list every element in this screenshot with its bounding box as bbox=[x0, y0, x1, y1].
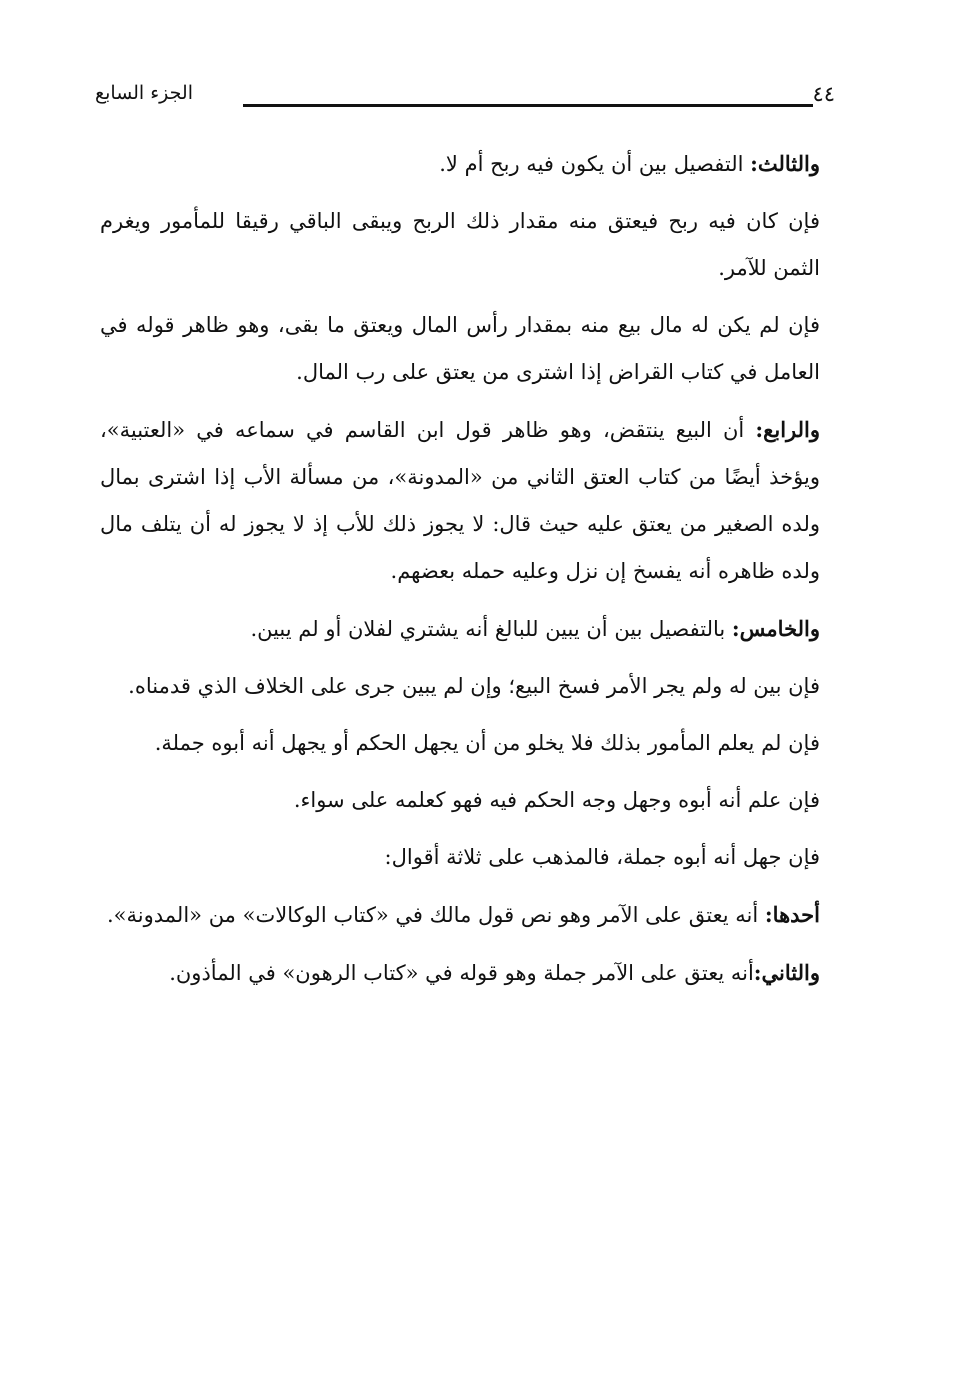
paragraph bbox=[100, 198, 820, 292]
paragraph bbox=[100, 777, 820, 824]
paragraph-fourth bbox=[100, 406, 820, 595]
paragraph-text: فإن علم أنه أبوه وجهل وجه الحكم فيه فهو كعلمه على سواء. bbox=[293, 788, 820, 812]
paragraph-lead: والثاني: bbox=[753, 960, 820, 985]
header-rule bbox=[243, 104, 813, 107]
paragraph bbox=[100, 663, 820, 710]
paragraph-lead: أحدها: bbox=[764, 902, 820, 927]
running-title: الجزء السابع bbox=[95, 82, 193, 104]
paragraph bbox=[100, 302, 820, 396]
paragraph-fifth bbox=[100, 605, 820, 653]
paragraph-text: التفصيل بين أن يكون فيه ربح أم لا. bbox=[439, 152, 751, 176]
paragraph-text: أنه يعتق على الآمر وهو نص قول مالك في «كتاب الوكالات» من «المدونة». bbox=[107, 903, 765, 927]
page-number: ٤٤ bbox=[812, 82, 835, 106]
paragraph-text: أنه يعتق على الآمر جملة وهو قوله في «كتاب الرهون» في المأذون. bbox=[169, 961, 754, 985]
paragraph-second-opinion bbox=[100, 949, 820, 997]
paragraph-lead: والرابع: bbox=[755, 417, 820, 442]
paragraph-lead: والخامس: bbox=[731, 616, 820, 641]
paragraph-text: بالتفصيل بين أن يبين للبالغ أنه يشتري لفلان أو لم يبين. bbox=[250, 617, 732, 641]
paragraph bbox=[100, 834, 820, 881]
paragraph-text: فإن بين له ولم يجر الأمر فسخ البيع؛ وإن لم يبين جرى على الخلاف الذي قدمناه. bbox=[128, 674, 820, 698]
paragraph-text: فإن كان فيه ربح فيعتق منه مقدار ذلك الربح ويبقى الباقي رقيقا للمأمور ويغرم الثمن للآمر. bbox=[100, 209, 820, 280]
paragraph-text: أن البيع ينتقض، وهو ظاهر قول ابن القاسم في سماعه في «العتبية»، ويؤخذ أيضًا من كتاب العتق الثاني من «المدونة»، من مسألة الأب إذا اشترى بمال ولده الصغير من يعتق عليه حيث قال: لا يجوز ذلك للأب إذ لا يجوز له أن يتلف مال ولده ظاهره أنه يفسخ إن نزل وعليه حمله بعضهم. bbox=[100, 418, 820, 583]
page-header bbox=[95, 82, 865, 122]
paragraph-lead: والثالث: bbox=[750, 151, 820, 176]
paragraph-third bbox=[100, 140, 820, 188]
paragraph-text: فإن جهل أنه أبوه جملة، فالمذهب على ثلاثة أقوال: bbox=[384, 845, 820, 869]
body-text bbox=[100, 140, 820, 1007]
paragraph-first-opinion bbox=[100, 891, 820, 939]
paragraph-text: فإن لم يكن له مال بيع منه بمقدار رأس المال ويعتق ما بقى، وهو ظاهر قوله في العامل في كتاب القراض إذا اشترى من يعتق على رب المال. bbox=[100, 313, 820, 384]
paragraph-text: فإن لم يعلم المأمور بذلك فلا يخلو من أن يجهل الحكم أو يجهل أنه أبوه جملة. bbox=[154, 731, 820, 755]
paragraph bbox=[100, 720, 820, 767]
